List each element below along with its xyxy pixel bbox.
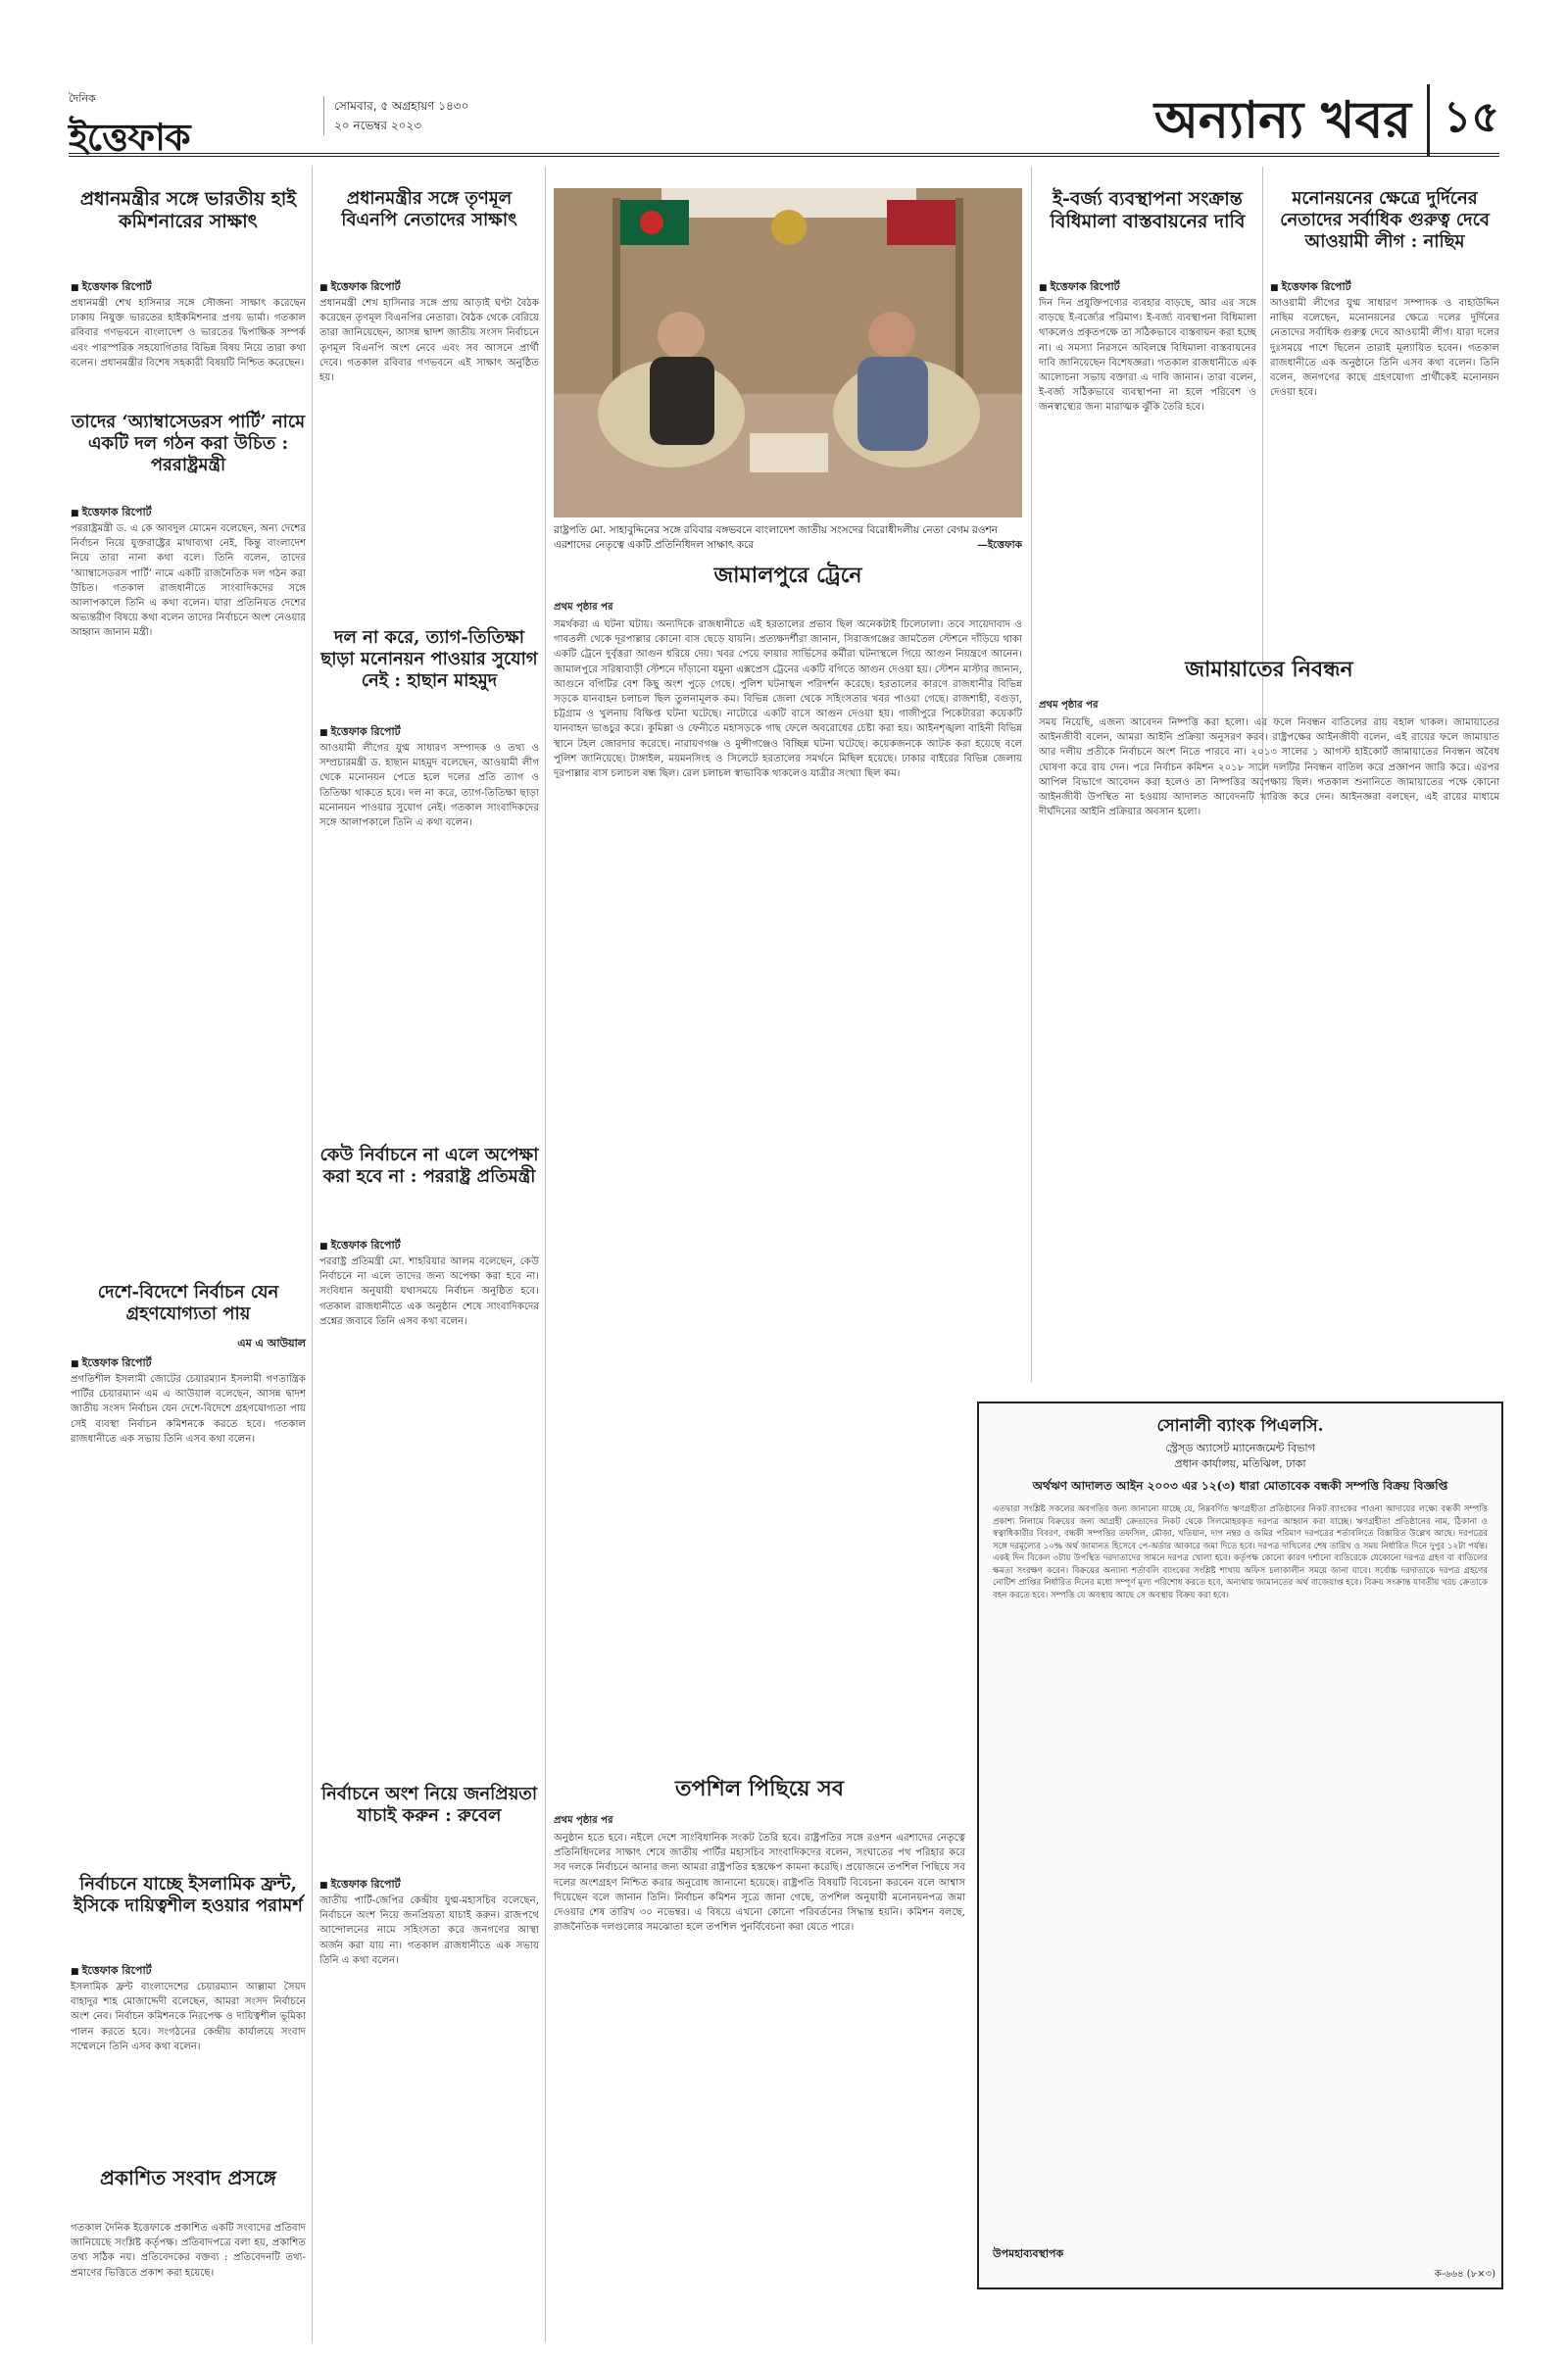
photo-credit: —ইত্তেফাক [977, 539, 1022, 551]
continued-label: প্রথম পৃষ্ঠার পর [554, 602, 613, 613]
byline: ■ ইত্তেফাক রিপোর্ট [319, 278, 401, 297]
ad-heading: অর্থঋণ আদালত আইন ২০০৩ এর ১২(৩) ধারা মোতাবেক বন্ধকী সম্পত্তি বিক্রয় বিজ্ঞপ্তি [1032, 1479, 1448, 1493]
headline-nasim: মনোনয়নের ক্ষেত্রে দুর্দিনের নেতাদের সর্বাধিক গুরুত্ব দেবে আওয়ামী লীগ : নাছিম [1280, 188, 1490, 252]
headline-jamalpur-train: জামালপুরে ট্রেনে [713, 563, 862, 588]
byline: ■ ইত্তেফাক রিপোর্ট [71, 278, 152, 297]
byline: ■ ইত্তেফাক রিপোর্ট [1039, 278, 1120, 297]
date-gregorian: ২০ নভেম্বর ২০২৩ [334, 119, 422, 132]
headline-schedule-postpone: তপশিল পিছিয়ে সব [675, 1776, 844, 1801]
headline-pm-indian-hc: প্রধানমন্ত্রীর সঙ্গে ভারতীয় হাই কমিশনারের সাক্ষাৎ [79, 188, 297, 233]
byline: ■ ইত্তেফাক রিপোর্ট [319, 1237, 401, 1255]
column-divider [1031, 167, 1032, 1382]
ad-reference: ক-৬৬৪ (৮×৩) [1434, 2269, 1495, 2280]
byline: ■ ইত্তেফাক রিপোর্ট [71, 1354, 152, 1373]
article-body: সমর্থকরা এ ঘটনা ঘটায়। অন্যদিকে রাজধানীতে এই হরতালের প্রভাব ছিল অনেকটাই ঢিলেঢালা। তবে সায়েদাবাদ ও গাবতলী থেকে দূরপাল্লার কোনো বাস ছেড়ে যায়নি। প্রত্যক্ষদর্শীরা জানান, সিরাজগঞ্জের জামতৈল স্টেশনে দাঁড়িয়ে থাকা একটি ট্রেনে দুর্বৃত্তরা আগুন ধরিয়ে দেয়। খবর পেয়ে ফায়ার সার্ভিসের কর্মীরা ঘটনাস্থলে গিয়ে আগুন নিয়ন্ত্রণে আনেন। জামালপুরে সরিষাবাড়ী স্টেশনে দাঁড়ানো যমুনা এক্সপ্রেস ট্রেনের একটি বগিতে আগুন দেওয়া হয়। স্টেশন মাস্টার জানান, আগুনে বগিটির বেশ কিছু অংশ পুড়ে গেছে। পুলিশ ঘটনাস্থল পরিদর্শন করেছে। হরতালের কারণে রাজধানীর বিভিন্ন সড়কে যানবাহন চলাচল ছিল তুলনামূলক কম। বিভিন্ন জেলা থেকে সহিংসতার খবর পাওয়া গেছে। রাজশাহী, বগুড়া, চট্টগ্রাম ও খুলনায় বিক্ষিপ্ত ঘটনা ঘটেছে। নাটোরে একটি বাসে আগুন দেওয়া হয়। গাজীপুরে পিকেটাররা কয়েকটি যানবাহন ভাঙচুর করে। কুমিল্লা ও ফেনীতে মহাসড়কে গাছ ফেলে অবরোধের চেষ্টা করা হয়। আইনশৃঙ্খলা বাহিনী বিভিন্ন স্থানে টহল জোরদার করেছে। নারায়ণগঞ্জ ও মুন্সীগঞ্জেও বিচ্ছিন্ন ঘটনা ঘটেছে। কয়েকজনকে আটক করা হয়েছে বলে পুলিশ জানিয়েছে। টাঙ্গাইল, ময়মনসিংহ ও সিলেটে হরতালের সমর্থনে মিছিল হয়েছে। ঢাকার বাইরের বিভিন্ন জেলায় দূরপাল্লার বাস চলাচল বন্ধ ছিল। রেল চলাচল স্বাভাবিক থাকলেও যাত্রীর সংখ্যা ছিল কম। [554, 619, 1022, 780]
issue-date [323, 96, 468, 135]
ad-subtitle: স্ট্রেস্ড অ্যাসেট ম্যানেজমেন্ট বিভাগ [1165, 1442, 1315, 1454]
news-photo [554, 188, 1022, 517]
headline-published-news: প্রকাশিত সংবাদ প্রসঙ্গে [100, 2166, 276, 2189]
photo-illustration [554, 188, 1022, 517]
headline-jamaat-registration: জামায়াতের নিবন্ধন [1185, 657, 1353, 682]
ad-signature: উপমহাব্যবস্থাপক [993, 2247, 1064, 2260]
logo-prefix: দৈনিক [69, 92, 96, 105]
ad-body: এতদ্বারা সংশ্লিষ্ট সকলের অবগতির জন্য জানানো যাচ্ছে যে, নিম্নবর্ণিত ঋণগ্রহীতা প্রতিষ্ঠানের নিকট ব্যাংকের পাওনা আদায়ের লক্ষ্যে বন্ধকী সম্পত্তি প্রকাশ্য নিলামে বিক্রয়ের জন্য আগ্রহী ক্রেতাদের নিকট থেকে সিলমোহরকৃত দরপত্র আহ্বান করা যাচ্ছে। ঋণগ্রহীতা প্রতিষ্ঠানের নাম, ঠিকানা ও স্বত্বাধিকারীর বিবরণ, বন্ধকী সম্পত্তির তফসিল, মৌজা, খতিয়ান, দাগ নম্বর ও জমির পরিমাণ দরপত্রের শর্তাবলিতে বিস্তারিত উল্লেখ আছে। দরপত্রের সঙ্গে দরমূল্যের ১০% অর্থ জামানত হিসেবে পে-অর্ডার আকারে জমা দিতে হবে। দরপত্র দাখিলের শেষ তারিখ ও সময় নির্ধারিত দিনে দুপুর ১২টা পর্যন্ত। একই দিন বিকেল ৩টায় উপস্থিত দরদাতাদের সামনে দরপত্র খোলা হবে। কর্তৃপক্ষ কোনো কারণ দর্শানো ব্যতিরেকে যেকোনো দরপত্র গ্রহণ বা বাতিলের ক্ষমতা সংরক্ষণ করেন। বিক্রয়ের অন্যান্য শর্তাবলি ব্যাংকের সংশ্লিষ্ট শাখায় অফিস চলাকালীন সময়ে জানা যাবে। সর্বোচ্চ দরদাতাকে দরপত্র গ্রহণের নোটিশ প্রাপ্তির নির্ধারিত দিনের মধ্যে সম্পূর্ণ মূল্য পরিশোধ করতে হবে, অন্যথায় জামানতের অর্থ বাজেয়াপ্ত হবে। বিক্রয় সংক্রান্ত যাবতীয় খরচ ক্রেতাকে বহন করতে হবে। সম্পত্তি যে অবস্থায় আছে সে অবস্থায় বিক্রয় করা হবে। [993, 1504, 1488, 1600]
article-body: প্রধানমন্ত্রী শেখ হাসিনার সঙ্গে সৌজন্য সাক্ষাৎ করেছেন ঢাকায় নিযুক্ত ভারতের হাইকমিশনার প্রণয় ভার্মা। গতকাল রবিবার গণভবনে বাংলাদেশ ও ভারতের দ্বিপাক্ষিক সম্পর্ক এবং পারস্পরিক সহযোগিতার বিভিন্ন বিষয় নিয়ে তারা কথা বলেন। প্রধানমন্ত্রীর বিশেষ সহকারী বিষয়টি নিশ্চিত করেছেন। [71, 298, 306, 369]
section-title: অন্যান্য খবর [1153, 90, 1411, 150]
headline-rubel: নির্বাচনে অংশ নিয়ে জনপ্রিয়তা যাচাই করুন : রুবেল [320, 1784, 538, 1826]
article-body: গতকাল দৈনিক ইত্তেফাকে প্রকাশিত একটি সংবাদের প্রতিবাদ জানিয়েছে সংশ্লিষ্ট কর্তৃপক্ষ। প্রতিবাদপত্রে বলা হয়, প্রকাশিত তথ্য সঠিক নয়। প্রতিবেদকের বক্তব্য : প্রতিবেদনটি তথ্য-প্রমাণের ভিত্তিতে প্রকাশ করা হয়েছে। [71, 2223, 306, 2279]
headline-election-acceptance: দেশে-বিদেশে নির্বাচন যেন গ্রহণযোগ্যতা পায় [97, 1282, 279, 1324]
newspaper-logo [69, 90, 190, 172]
masthead [69, 84, 1499, 157]
page-number: ১৫ [1427, 84, 1499, 156]
bank-advertisement [977, 1402, 1503, 2289]
byline: ■ ইত্তেফাক রিপোর্ট [319, 1876, 401, 1894]
headline-hasan-mahmud: দল না করে, ত্যাগ-তিতিক্ষা ছাড়া মনোনয়ন পাওয়ার সুযোগ নেই : হাছান মাহমুদ [320, 627, 538, 691]
ad-title: সোনালী ব্যাংক পিএলসি. [1156, 1416, 1324, 1436]
continued-label: প্রথম পৃষ্ঠার পর [1039, 700, 1099, 711]
article-body: আওয়ামী লীগের যুগ্ম সাধারণ সম্পাদক ও বাহাউদ্দিন নাছিম বলেছেন, মনোনয়নের ক্ষেত্রে দলের দুর্দিনের নেতাদের সর্বাধিক গুরুত্ব দেবে আওয়ামী লীগ। যারা দলের দুঃসময়ে পাশে ছিলেন তারাই মূল্যায়িত হবেন। গতকাল রাজধানীতে এক অনুষ্ঠানে তিনি এসব কথা বলেন। তিনি বলেন, জনগণের কাছে গ্রহণযোগ্য প্রার্থীকেই মনোনয়ন দেওয়া হবে। [1270, 298, 1499, 399]
byline: ■ ইত্তেফাক রিপোর্ট [71, 1962, 152, 1981]
article-body: প্রগতিশীল ইসলামী জোটের চেয়ারম্যান ইসলামী গণতান্ত্রিক পার্টির চেয়ারম্যান এম এ আউয়াল বলেছেন, আসন্ন দ্বাদশ জাতীয় সংসদ নির্বাচন যেন দেশে-বিদেশে গ্রহণযোগ্যতা পায় সেই ব্যবস্থা নির্বাচন কমিশনকে করতে হবে। গতকাল রাজধানীতে এক সভায় তিনি এসব কথা বলেন। [71, 1374, 306, 1445]
continued-label: প্রথম পৃষ্ঠার পর [554, 1815, 613, 1826]
article-author: এম এ আউয়াল [237, 1337, 306, 1350]
article-body: পররাষ্ট্র প্রতিমন্ত্রী মো. শাহরিয়ার আলম বলেছেন, কেউ নির্বাচনে না এলে তাদের জন্য অপেক্ষা করা হবে না। সংবিধান অনুযায়ী যথাসময়ে নির্বাচন অনুষ্ঠিত হবে। গতকাল রাজধানীতে এক অনুষ্ঠান শেষে সাংবাদিকদের প্রশ্নের জবাবে তিনি এসব কথা বলেন। [319, 1256, 539, 1327]
article-body: আওয়ামী লীগের যুগ্ম সাধারণ সম্পাদক ও তথ্য ও সম্প্রচারমন্ত্রী ড. হাছান মাহমুদ বলেছেন, আওয়ামী লীগ থেকে মনোনয়ন পেতে হলে দলের প্রতি ত্যাগ ও তিতিক্ষা থাকতে হবে। দল না করে, ত্যাগ-তিতিক্ষা ছাড়া মনোনয়ন পাওয়ার সুযোগ নেই। গতকাল সাংবাদিকদের সঙ্গে আলাপকালে তিনি এ কথা বলেন। [319, 743, 539, 829]
byline: ■ ইত্তেফাক রিপোর্ট [71, 504, 152, 522]
date-bengali: সোমবার, ৫ অগ্রহায়ণ ১৪৩০ [334, 99, 469, 113]
headline-islamic-front: নির্বাচনে যাচ্ছে ইসলামিক ফ্রন্ট, ইসিকে দায়িত্বশীল হওয়ার পরামর্শ [74, 1874, 303, 1916]
column-divider [1262, 167, 1263, 804]
column-divider [312, 167, 313, 2342]
byline: ■ ইত্তেফাক রিপোর্ট [319, 723, 401, 742]
article-body: অনুষ্ঠান হতে হবে। নইলে দেশে সাংবিধানিক সংকট তৈরি হবে। রাষ্ট্রপতির সঙ্গে রওশন এরশাদের নেতৃত্বে প্রতিনিধিদলের সাক্ষাৎ শেষে জাতীয় পার্টির মহাসচিব সাংবাদিকদের বলেন, সংঘাতের পথ পরিহার করে সব দলকে নির্বাচনে আনার জন্য আমরা রাষ্ট্রপতির হস্তক্ষেপ কামনা করেছি। প্রয়োজনে তপশিল পিছিয়ে সব দলের অংশগ্রহণ নিশ্চিত করার অনুরোধ জানানো হয়েছে। রাষ্ট্রপতি বিষয়টি বিবেচনা করবেন বলে আশ্বাস দিয়েছেন বলে জানান তিনি। নির্বাচন কমিশন সূত্রে জানা গেছে, তপশিল অনুযায়ী মনোনয়নপত্র জমা দেওয়ার শেষ তারিখ ৩০ নভেম্বর। এ বিষয়ে এখনো কোনো পরিবর্তনের সিদ্ধান্ত হয়নি। কমিশন বলছে, রাজনৈতিক দলগুলোর সমঝোতা হলে তপশিল পুনর্বিবেচনা করা যেতে পারে। [554, 1833, 965, 1934]
headline-trinomool-bnp: প্রধানমন্ত্রীর সঙ্গে তৃণমূল বিএনপি নেতাদের সাক্ষাৎ [341, 188, 517, 230]
ad-subtitle: প্রধান কার্যালয়, মতিঝিল, ঢাকা [1174, 1457, 1306, 1470]
headline-state-minister-fa: কেউ নির্বাচনে না এলে অপেক্ষা করা হবে না : পররাষ্ট্র প্রতিমন্ত্রী [319, 1145, 539, 1187]
article-body: জাতীয় পার্টি-জেপির কেন্দ্রীয় যুগ্ম-মহাসচিব বলেছেন, নির্বাচনে অংশ নিয়ে জনপ্রিয়তা যাচাই করুন। রাজপথে আন্দোলনের নামে সহিংসতা করে জনগণের আস্থা অর্জন করা যায় না। গতকাল রাজধানীতে এক সভায় তিনি এ কথা বলেন। [319, 1895, 539, 1966]
article-body: প্রধানমন্ত্রী শেখ হাসিনার সঙ্গে প্রায় আড়াই ঘণ্টা বৈঠক করেছেন তৃণমূল বিএনপির নেতারা। বৈঠক থেকে বেরিয়ে তারা জানিয়েছেন, আসন্ন দ্বাদশ জাতীয় সংসদ নির্বাচনে তৃণমূল বিএনপি অংশ নেবে এবং সব আসনে প্রার্থী দেবে। গতকাল রবিবার গণভবনে এই সাক্ষাৎ অনুষ্ঠিত হয়। [319, 298, 539, 384]
headline-e-waste: ই-বর্জ্য ব্যবস্থাপনা সংক্রান্ত বিধিমালা বাস্তবায়নের দাবি [1050, 188, 1246, 233]
logo-text: ইত্তেফাক [69, 115, 190, 159]
article-body: সময় নিয়েছি, এজন্য আবেদন নিষ্পত্তি করা হলো। এর ফলে নিবন্ধন বাতিলের রায় বহাল থাকল। জামায়াতের আইনজীবী বলেন, আমরা আইনি প্রক্রিয়া অনুসরণ করব। রাষ্ট্রপক্ষের আইনজীবী বলেন, এই রায়ের ফলে জামায়াত আর দলীয় প্রতীকে নির্বাচনে অংশ নিতে পারবে না। ২০১৩ সালের ১ আগস্ট হাইকোর্ট জামায়াতের নিবন্ধন অবৈধ ঘোষণা করে রায় দেন। পরে নির্বাচন কমিশন ২০১৮ সালে দলটির নিবন্ধন বাতিল করে প্রজ্ঞাপন জারি করে। এরপর আপিল বিভাগে আবেদন করা হলেও তা নিষ্পত্তির অপেক্ষায় ছিল। গতকাল শুনানিতে জামায়াতের পক্ষে কোনো আইনজীবী উপস্থিত না হওয়ায় আদালত আবেদনটি খারিজ করে দেন। আইনজ্ঞরা বলছেন, এই রায়ের মাধ্যমে দীর্ঘদিনের আইনি প্রক্রিয়ার অবসান হলো। [1039, 717, 1499, 818]
article-body: ইসলামিক ফ্রন্ট বাংলাদেশের চেয়ারম্যান আল্লামা সৈয়দ বাহাদুর শাহ মোজাদ্দেদী বলেছেন, আমরা সংসদ নির্বাচনে অংশ নেব। নির্বাচন কমিশনকে নিরপেক্ষ ও দায়িত্বশীল ভূমিকা পালন করতে হবে। সংগঠনের কেন্দ্রীয় কার্যালয়ে সংবাদ সম্মেলনে তিনি এসব কথা বলেন। [71, 1982, 306, 2052]
article-body: দিন দিন প্রযুক্তিপণ্যের ব্যবহার বাড়ছে, আর এর সঙ্গে বাড়ছে ই-বর্জ্যের পরিমাণ। ই-বর্জ্য ব্যবস্থাপনা বিধিমালা থাকলেও প্রকৃতপক্ষে তা সঠিকভাবে বাস্তবায়ন করা হচ্ছে না। এ সমস্যা নিরসনে অবিলম্বে বিধিমালা বাস্তবায়নের দাবি জানিয়েছেন বিশেষজ্ঞরা। গতকাল রাজধানীতে এক আলোচনা সভায় বক্তারা এ দাবি জানান। তারা বলেন, ই-বর্জ্য সঠিকভাবে ব্যবস্থাপনা না হলে পরিবেশ ও জনস্বাস্থ্যের জন্য মারাত্মক ঝুঁকি তৈরি হবে। [1039, 298, 1256, 414]
article-body: পররাষ্ট্রমন্ত্রী ড. এ কে আবদুল মোমেন বলেছেন, অন্য দেশের নির্বাচন নিয়ে যুক্তরাষ্ট্রের মাথাব্যথা নেই, কিন্তু বাংলাদেশ নিয়ে তারা নানা কথা বলে। তিনি বলেন, তাদের ‘অ্যাম্বাসেডরস পার্টি’ নামে একটি রাজনৈতিক দল গঠন করা উচিত। গতকাল রাজধানীতে সাংবাদিকদের সঙ্গে আলাপকালে তিনি এ কথা বলেন। যারা প্রতিনিয়ত দেশের অভ্যন্তরীণ বিষয়ে কথা বলেন তাদের নির্বাচনে অংশ নেওয়ার আহ্বান জানান মন্ত্রী। [71, 523, 306, 639]
caption-text: রাষ্ট্রপতি মো. সাহাবুদ্দিনের সঙ্গে রবিবার বঙ্গভবনে বাংলাদেশ জাতীয় সংসদের বিরোধীদলীয় নেতা বেগম রওশন এরশাদের নেতৃত্বে একটি প্রতিনিধিদল সাক্ষাৎ করে [554, 524, 999, 551]
photo-caption [554, 523, 1022, 553]
headline-ambassadors-party: তাদের ‘অ্যাম্বাসেডরস পার্টি’ নামে একটি দল গঠন করা উচিত : পররাষ্ট্রমন্ত্রী [71, 412, 306, 475]
column-divider [545, 167, 546, 2342]
byline: ■ ইত্তেফাক রিপোর্ট [1270, 278, 1351, 297]
